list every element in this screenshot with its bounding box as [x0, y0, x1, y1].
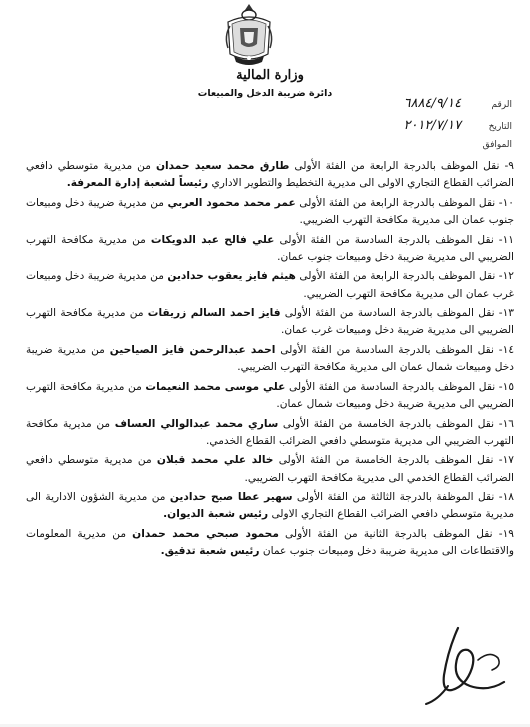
date-label: التاريخ [488, 122, 512, 132]
position-title: رئيساً لشعبة إدارة المعرفة. [66, 177, 209, 190]
item-text: من مديرية ضريبة دخل ومبيعات غرب عمان الى مديرية مكافحة التهرب الضريبي. [26, 270, 514, 300]
employee-name: سهير عطا صبح حدادين [169, 491, 293, 504]
list-item [26, 232, 514, 266]
item-text: من مديرية مكافحة التهرب الضريبي الى مديرية ضريبة دخل ومبيعات غرب عمان. [26, 307, 514, 337]
position-title: رئيس شعبة تدقيق. [160, 545, 260, 558]
item-text: ١٣- نقل الموظف بالدرجة السادسة من الفئة الأولى [280, 307, 514, 320]
list-item [26, 452, 514, 486]
reference-label: الرقم [491, 100, 512, 110]
item-text: ١٨- نقل الموظفة بالدرجة الثالثة من الفئة الأولى [292, 491, 514, 504]
employee-name: طارق محمد سعيد حمدان [155, 160, 290, 172]
employee-name: محمود صبحي محمد حمدان [132, 527, 279, 540]
item-text: ٩- نقل الموظف بالدرجة الرابعة من الفئة الأولى [289, 160, 514, 172]
list-item [26, 342, 514, 376]
item-text: من مديرية ضريبة دخل ومبيعات شمال عمان الى مديرية مكافحة التهرب الضريبي. [26, 343, 514, 374]
list-item [26, 526, 514, 560]
item-text: ١١- نقل الموظف بالدرجة السادسة من الفئة الأولى [274, 233, 514, 246]
list-item [26, 416, 514, 450]
corresponding-label: الموافق [482, 140, 512, 150]
date-value: ٢٠١٢/٧/١٧ [403, 118, 462, 133]
item-text: من مديرية مكافحة التهرب الضريبي الى مديرية ضريبة دخل ومبيعات شمال عمان. [26, 380, 514, 410]
item-text: من مديرية مكافحة التهرب الضريبي الى مديرية متوسطي دافعي الضرائب القطاع الخدمي. [26, 417, 514, 447]
ministry-name: وزارة المالية [236, 68, 304, 83]
employee-name: علي موسى محمد النعيمات [145, 380, 286, 393]
list-item [26, 379, 514, 413]
employee-name: فايز احمد السالم زريقات [147, 307, 281, 320]
employee-name: احمد عبدالرحمن فايز الصياحين [109, 343, 276, 356]
list-item [26, 268, 514, 302]
employee-name: خالد علي محمد قبلان [156, 454, 274, 467]
item-text: من مديرية ضريبة دخل ومبيعات جنوب عمان الى مديرية مكافحة التهرب الضريبي. [26, 196, 514, 226]
item-text: ١٠- نقل الموظف بالدرجة الرابعة من الفئة الأولى [295, 196, 514, 209]
item-text: من مديرية المعلومات والاقتطاعات الى مديرية ضريبة دخل ومبيعات جنوب عمان [26, 527, 514, 558]
list-item [26, 305, 514, 339]
date-row [403, 118, 512, 133]
item-text: ١٤- نقل الموظف بالدرجة السادسة من الفئة الأولى [275, 343, 515, 356]
handwritten-signature [418, 620, 518, 715]
employee-name: ساري محمد عبدالوالي العساف [114, 417, 279, 430]
department-name: دائرة ضريبة الدخل والمبيعات [197, 88, 333, 99]
employee-name: علي فالح عبد الدويكات [150, 233, 275, 246]
item-text: ١٥- نقل الموظف بالدرجة السادسة من الفئة الأولى [285, 380, 515, 393]
employee-name: عمر محمد محمود العربي [167, 196, 296, 209]
coat-of-arms-icon [222, 2, 276, 70]
list-item [26, 489, 514, 523]
employee-name: هيثم فايز يعقوب حدادين [167, 270, 296, 283]
reference-number-row [403, 96, 512, 111]
corresponding-date-row [461, 140, 512, 150]
item-text: من مديرية مكافحة التهرب الضريبي الى مديرية ضريبة دخل ومبيعات جنوب عمان. [26, 233, 514, 263]
item-text: ١٢- نقل الموظف بالدرجة الرابعة من الفئة الأولى [295, 270, 514, 283]
item-text: من مديرية الشؤون الادارية الى مديرية متوسطي دافعي الضرائب القطاع التجاري الاولى [26, 491, 514, 521]
position-title: رئيس شعبة الديوان. [163, 508, 269, 521]
item-text: ١٦- نقل الموظف بالدرجة الخامسة من الفئة الأولى [278, 417, 514, 430]
list-item [26, 195, 514, 229]
item-text: من مديرية متوسطي دافعي الضرائب القطاع التجاري الاولى الى مديرية التخطيط والتطوير الاداري [26, 160, 514, 190]
reference-value: ٦٨٨٤/٩/١٤ [403, 96, 462, 111]
item-text: ١٩- نقل الموظف بالدرجة الثانية من الفئة الأولى [278, 527, 514, 540]
list-item [26, 158, 514, 192]
item-text: من مديرية متوسطي دافعي الضرائب القطاع الخدمي الى مديرية مكافحة التهرب الضريبي. [26, 454, 514, 484]
item-text: ١٧- نقل الموظف بالدرجة الخامسة من الفئة الأولى [273, 454, 514, 467]
transfer-list [26, 158, 514, 563]
